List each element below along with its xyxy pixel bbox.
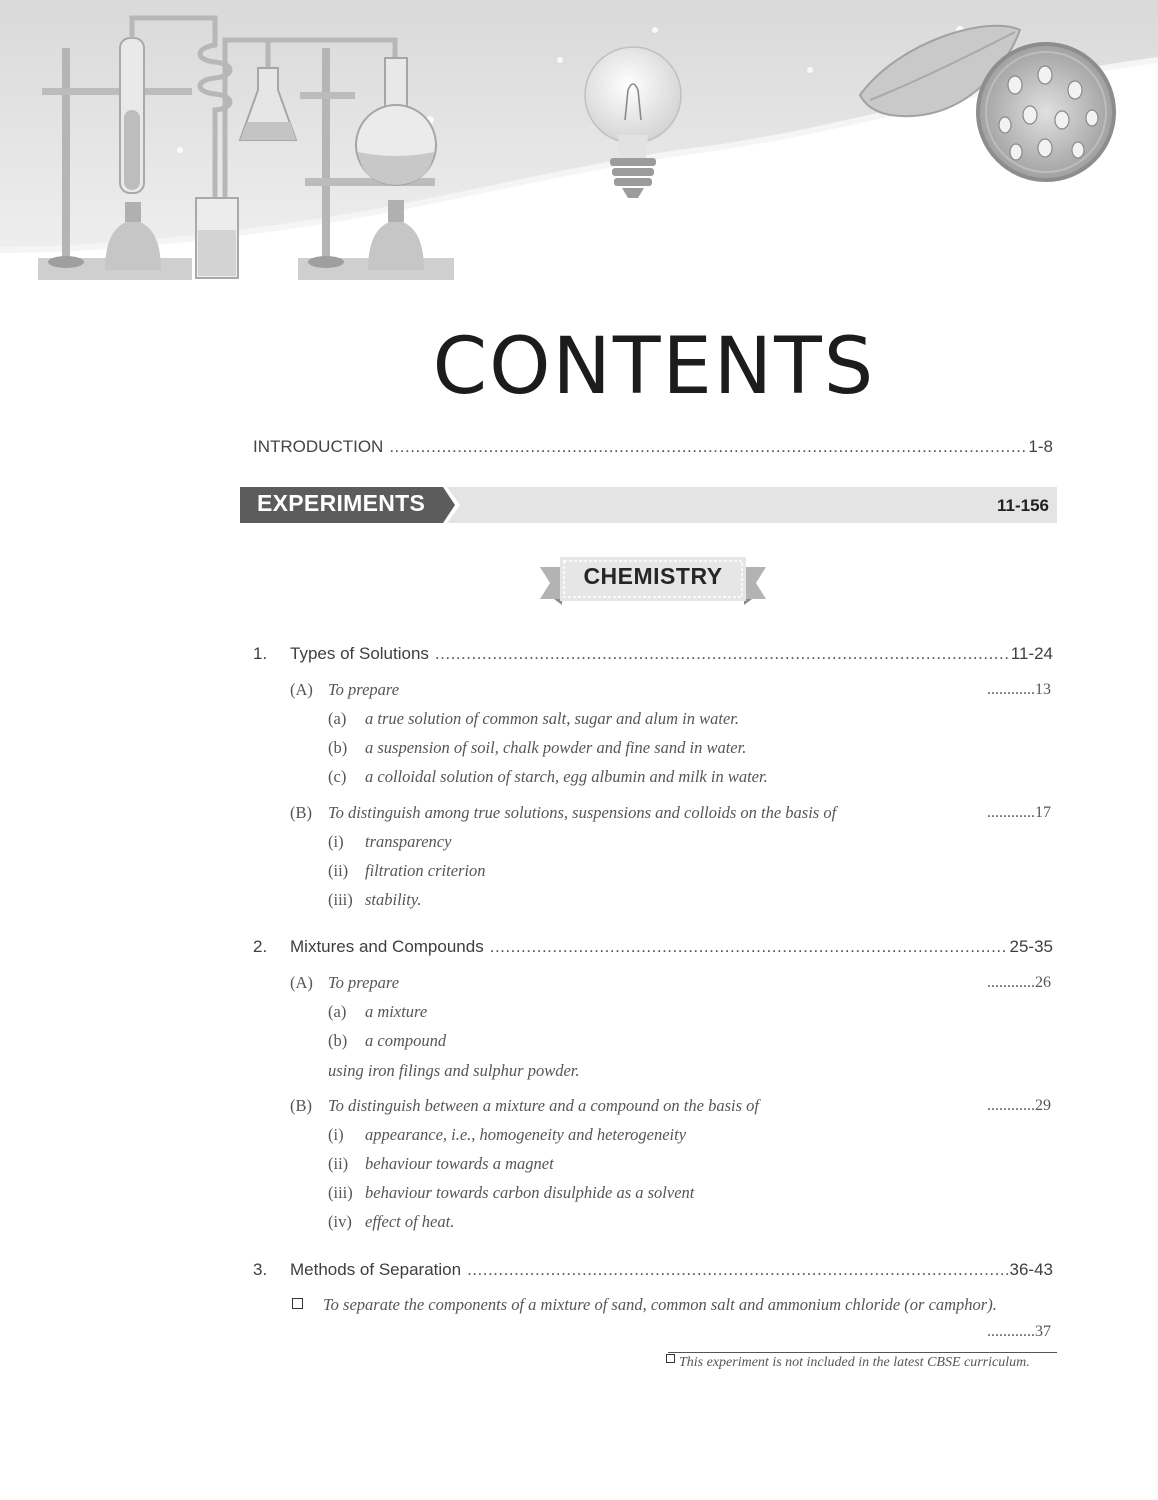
section-number: 2. xyxy=(253,937,268,956)
section-title: Types of Solutions xyxy=(290,644,429,663)
leader-dots xyxy=(467,1260,1007,1280)
subsection-page: ............13 xyxy=(987,681,1051,698)
subsection-page: ............29 xyxy=(987,1097,1051,1114)
footnote: This experiment is not included in the latest CBSE curriculum. xyxy=(666,1354,1030,1371)
experiments-pages: 11-156 xyxy=(997,496,1049,515)
checkbox-icon xyxy=(666,1354,675,1363)
toc-entry-introduction[interactable] xyxy=(253,437,1053,457)
item-note: using iron filings and sulphur powder. xyxy=(328,1061,580,1080)
section-number: 3. xyxy=(253,1260,268,1279)
section-pages: 25-35 xyxy=(1009,937,1053,956)
toc-section-1[interactable] xyxy=(253,644,1053,664)
list-item: (i) appearance, i.e., homogeneity and heterogeneity xyxy=(328,1125,687,1144)
subsection-heading: (A) To prepare xyxy=(290,680,400,699)
footnote-divider xyxy=(668,1352,1057,1353)
section-pages: 36-43 xyxy=(1009,1260,1053,1279)
toc-section-3[interactable] xyxy=(253,1260,1053,1280)
toc-section-2[interactable] xyxy=(253,937,1053,957)
section-pages: 11-24 xyxy=(1010,644,1053,663)
page-title: CONTENTS xyxy=(432,322,876,412)
list-item: (a) a true solution of common salt, sugar and alum in water. xyxy=(328,709,740,728)
leader-dots xyxy=(435,644,1009,664)
subject-heading: CHEMISTRY xyxy=(583,563,723,589)
lab-banner-illustration xyxy=(0,0,1158,300)
subsection-page: ............26 xyxy=(987,974,1051,991)
list-item: (a) a mixture xyxy=(328,1002,428,1021)
task-page: ............37 xyxy=(987,1323,1051,1340)
list-item: (iv) effect of heat. xyxy=(328,1212,455,1231)
task-item: To separate the components of a mixture of sand, common salt and ammonium chloride (or camphor). xyxy=(292,1295,997,1315)
list-item: (b) a compound xyxy=(328,1031,447,1050)
subsection-heading: (B) To distinguish between a mixture and a compound on the basis of xyxy=(290,1096,759,1115)
list-item: (ii) behaviour towards a magnet xyxy=(328,1154,554,1173)
list-item: (i) transparency xyxy=(328,832,452,851)
checkbox-icon xyxy=(292,1298,303,1309)
toc-entry-pages: 1-8 xyxy=(1028,437,1053,456)
section-title: Methods of Separation xyxy=(290,1260,462,1279)
toc-entry-label: INTRODUCTION xyxy=(253,437,384,456)
list-item: (iii) stability. xyxy=(328,890,422,909)
list-item: (b) a suspension of soil, chalk powder and fine sand in water. xyxy=(328,738,747,757)
list-item: (ii) filtration criterion xyxy=(328,861,486,880)
subsection-heading: (B) To distinguish among true solutions, suspensions and colloids on the basis of xyxy=(290,803,837,822)
subsection-page: ............17 xyxy=(987,804,1051,821)
list-item: (c) a colloidal solution of starch, egg albumin and milk in water. xyxy=(328,767,768,786)
experiments-heading: EXPERIMENTS xyxy=(257,490,426,516)
section-number: 1. xyxy=(253,644,268,663)
subsection-heading: (A) To prepare xyxy=(290,973,400,992)
section-title: Mixtures and Compounds xyxy=(290,937,484,956)
leader-dots xyxy=(490,937,1008,957)
list-item: (iii) behaviour towards carbon disulphide as a solvent xyxy=(328,1183,695,1202)
leader-dots xyxy=(389,437,1026,457)
